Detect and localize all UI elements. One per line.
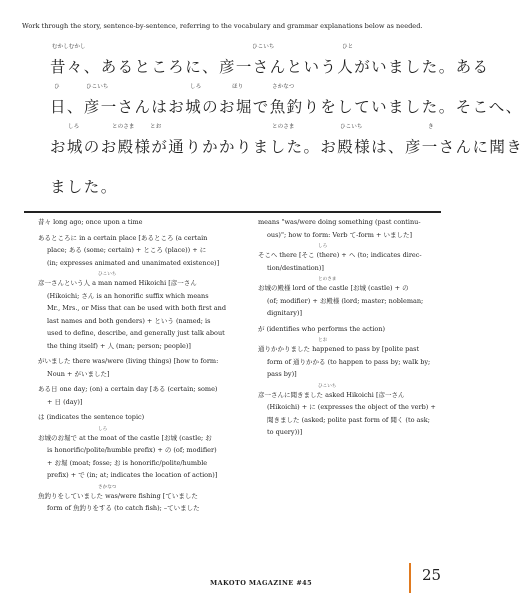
- vocab-column-right: [258, 216, 443, 442]
- vocab-entry: [258, 323, 443, 336]
- vocab-line: the thing itself) + 人 (man; person; people)]: [47, 341, 191, 350]
- story-line: [50, 162, 450, 202]
- furigana: ほり: [232, 84, 244, 90]
- vocab-line: last names and both genders) + という (named; is: [47, 316, 211, 325]
- vocab-line: + お堀 (moat; fosse; お is honorific/polite/humble: [47, 458, 208, 467]
- vocab-line: prefix) + で (in; at; indicates the location of action)]: [47, 471, 218, 479]
- vocab-line: (of; modifier) + お殿様 (lord; master; nobleman;: [267, 296, 424, 305]
- furigana: き: [428, 124, 434, 130]
- furigana: ひと: [342, 44, 354, 50]
- vocab-line: to query))]: [267, 428, 303, 436]
- furigana: ひこいち: [98, 272, 117, 277]
- vocab-line: 彦一さんという人 a man named Hikoichi [彦一さん: [38, 279, 197, 287]
- vocab-line: お城の殿様 lord of the castle [お城 (castle) + の: [258, 284, 409, 292]
- vocab-entry: [258, 244, 443, 274]
- vocab-line: dignitary)]: [267, 309, 303, 317]
- vocab-line: 彦一さんに聞きました asked Hikoichi [彦一さん: [258, 390, 405, 399]
- vocab-line: Noun + がいました]: [47, 369, 110, 378]
- vocab-entry: [258, 384, 443, 439]
- page-accent-bar: [409, 563, 411, 593]
- furigana: とのさま: [318, 277, 337, 282]
- furigana: しろ: [98, 426, 108, 432]
- vocab-line: used to define, describe, and generally just talk about: [47, 329, 225, 337]
- furigana: とのさま: [112, 124, 135, 130]
- vocab-line: が (identifies who performs the action): [258, 324, 386, 333]
- vocab-line: は (indicates the sentence topic): [38, 413, 145, 421]
- vocab-entry: [38, 355, 250, 380]
- vocab-line: (in; expresses animated and unanimated existence)]: [47, 258, 220, 267]
- vocab-line: 聞きました (asked; polite past form of 聞く (to ask;: [267, 415, 430, 424]
- vocab-line: ous)"; how to form: Verb て-form + いました]: [267, 230, 413, 239]
- vocab-entry: [258, 338, 443, 381]
- vocab-entry: [38, 411, 250, 424]
- vocab-line: pass by)]: [267, 370, 297, 378]
- vocab-line: 魚釣りをしていました was/were fishing [ていました: [38, 491, 198, 500]
- vocab-line: form of 魚釣りをする (to catch fish); –ていました: [47, 504, 200, 512]
- furigana: ひこいち: [252, 44, 275, 50]
- vocab-line: tion/destination)]: [267, 263, 324, 272]
- furigana: とお: [318, 338, 328, 343]
- furigana: ひこいち: [318, 383, 337, 389]
- vocab-entry: [38, 232, 250, 270]
- furigana: ひこいち: [86, 84, 109, 90]
- vocab-column-left: [38, 216, 250, 518]
- vocab-line: 昔々 long ago; once upon a time: [38, 218, 143, 226]
- divider: [24, 211, 441, 213]
- vocab-entry: [258, 277, 443, 320]
- vocab-line: form of 通りかかる (to happen to pass by; walk by;: [267, 357, 431, 366]
- vocab-line: ある日 one day; (on) a certain day [ある (certain; some): [38, 385, 218, 393]
- magazine-footer: MAKOTO MAGAZINE #45: [210, 579, 313, 587]
- furigana: むかしむかし: [52, 44, 86, 50]
- vocab-line: is honorific/polite/humble prefix) + の (of; modifier): [47, 446, 217, 454]
- vocab-line: place; ある (some; certain) + ところ (place)) + に: [47, 246, 207, 254]
- furigana: さかなつ: [98, 484, 117, 490]
- vocab-line: がいました there was/were (living things) [how to form:: [38, 357, 219, 365]
- furigana: ひこいち: [340, 124, 363, 130]
- story-line: [50, 82, 523, 122]
- vocab-line: 通りかかりました happened to pass by [polite past: [258, 345, 420, 353]
- vocab-entry: [38, 272, 250, 352]
- story-text: [50, 42, 523, 202]
- vocab-line: お城のお堀で at the moat of the castle [お城 (castle; お: [38, 433, 212, 442]
- furigana: とお: [150, 124, 162, 130]
- vocab-line: means "was/were doing something (past continu-: [258, 218, 421, 226]
- vocab-line: (Hikoichi; さん is an honorific suffix which means: [47, 291, 209, 300]
- furigana: さかなつ: [272, 84, 295, 90]
- story-sentence: ました。: [50, 178, 118, 196]
- furigana: しろ: [318, 244, 328, 249]
- furigana: しろ: [68, 124, 80, 130]
- story-line: [50, 42, 490, 82]
- instructions: Work through the story, sentence-by-sentence, referring to the vocabulary and grammar explanations below as needed.: [22, 22, 423, 30]
- vocab-entry: [38, 485, 250, 515]
- furigana: しろ: [190, 84, 202, 90]
- vocab-line: (Hikoichi) + に (expresses the object of the verb) +: [267, 403, 436, 411]
- story-sentence: 日、彦一さんはお城のお堀で魚釣りをしていました。そこへ、: [50, 98, 523, 116]
- vocab-entry: [38, 216, 250, 229]
- furigana: とのさま: [272, 124, 295, 130]
- vocab-line: あるところに in a certain place [あるところ (a certain: [38, 233, 208, 242]
- vocab-line: そこへ there [そこ (there) + へ (to; indicates direc-: [258, 251, 422, 259]
- page-number: 25: [422, 566, 442, 584]
- vocab-line: Mr., Mrs., or Miss that can be used with both first and: [47, 304, 227, 312]
- story-sentence: 昔々、あるところに、彦一さんという人がいました。ある: [50, 58, 490, 76]
- vocab-entry: [38, 383, 250, 408]
- story-sentence: お城のお殿様が通りかかりました。お殿様は、彦一さんに聞き: [50, 138, 523, 156]
- furigana: ひ: [54, 84, 60, 90]
- vocab-line: + 日 (day)]: [47, 397, 83, 406]
- vocab-entry: [258, 216, 443, 241]
- vocab-entry: [38, 427, 250, 482]
- story-line: [50, 122, 523, 162]
